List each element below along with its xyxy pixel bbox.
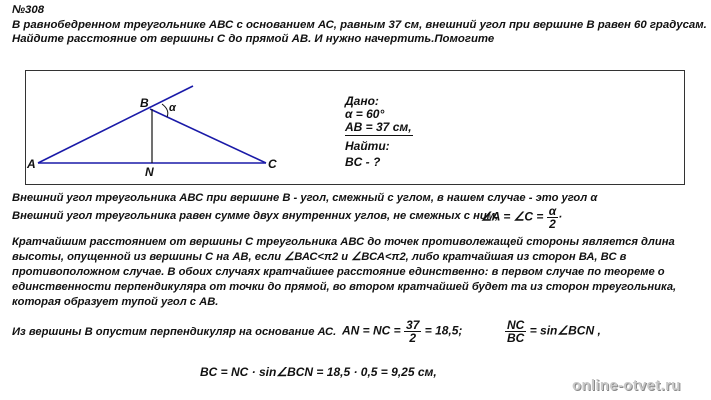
vertex-label-b: B bbox=[140, 96, 149, 110]
solution-p2-line3: противоположном случае. В обоих случаях кратчайшее расстояние единственно: в первом случае по теореме о bbox=[12, 266, 665, 278]
given-divider bbox=[345, 135, 413, 136]
final-equation: BC = NC · sin∠BCN = 18,5 · 0,5 = 9,25 см, bbox=[200, 365, 437, 379]
problem-line-1: В равнобедренном треугольнике АВС с основанием АС, равным 37 см, внешний угол при вершине В равен 60 градусам. bbox=[12, 19, 707, 31]
given-title: Дано: bbox=[345, 94, 379, 108]
find-bc: BC - ? bbox=[345, 155, 381, 169]
given-ab: AB = 37 см, bbox=[345, 120, 412, 134]
angle-formula: ∠A = ∠C = $\frac{\alpha}{2}$ · bbox=[481, 204, 563, 231]
vertex-label-c: C bbox=[268, 157, 277, 171]
vertex-label-a: A bbox=[27, 157, 36, 171]
find-title: Найти: bbox=[345, 139, 390, 153]
given-alpha: α = 60° bbox=[345, 107, 385, 121]
sine-equation: $\frac{NC}{BC}$ = sin∠BCN , bbox=[507, 318, 601, 345]
angle-label-alpha: α bbox=[169, 102, 176, 114]
side-ab-extended bbox=[38, 86, 193, 163]
solution-p1-line2: Внешний угол треугольника равен сумме двух внутренних углов, не смежных с ним, bbox=[12, 210, 499, 222]
problem-line-2: Найдите расстояние от вершины С до прямой АВ. И нужно начертить.Помогите bbox=[12, 33, 495, 45]
solution-p2-line1: Кратчайшим расстоянием от вершины С треугольника АВС до точек противолежащей стороны является длина bbox=[12, 236, 675, 248]
solution-p2-line5: которая образует тупой угол с АВ. bbox=[12, 296, 219, 308]
solution-p1-line1: Внешний угол треугольника АВС при вершине В - угол, смежный с углом, в нашем случае - это угол α bbox=[12, 192, 598, 204]
problem-number: №308 bbox=[12, 4, 45, 16]
solution-p3-text: Из вершины В опустим перпендикуляр на основание АС. bbox=[12, 326, 337, 338]
watermark: online-otvet.ru bbox=[572, 377, 681, 394]
point-label-n: N bbox=[145, 165, 154, 179]
median-equation: AN = NC = $\frac{37}{2}$ = 18,5; bbox=[342, 318, 463, 345]
solution-p2-line2: высоты, опущенной из вершины С на АВ, если ∠ВАС<π2 и ∠ВСА<π2, либо кратчайшая из сторон ВА, ВС в bbox=[12, 251, 627, 263]
solution-p2-line4: единственности перпендикуляра от точки до прямой, во втором кратчайшей будет та из сторон треугольника, bbox=[12, 281, 677, 293]
